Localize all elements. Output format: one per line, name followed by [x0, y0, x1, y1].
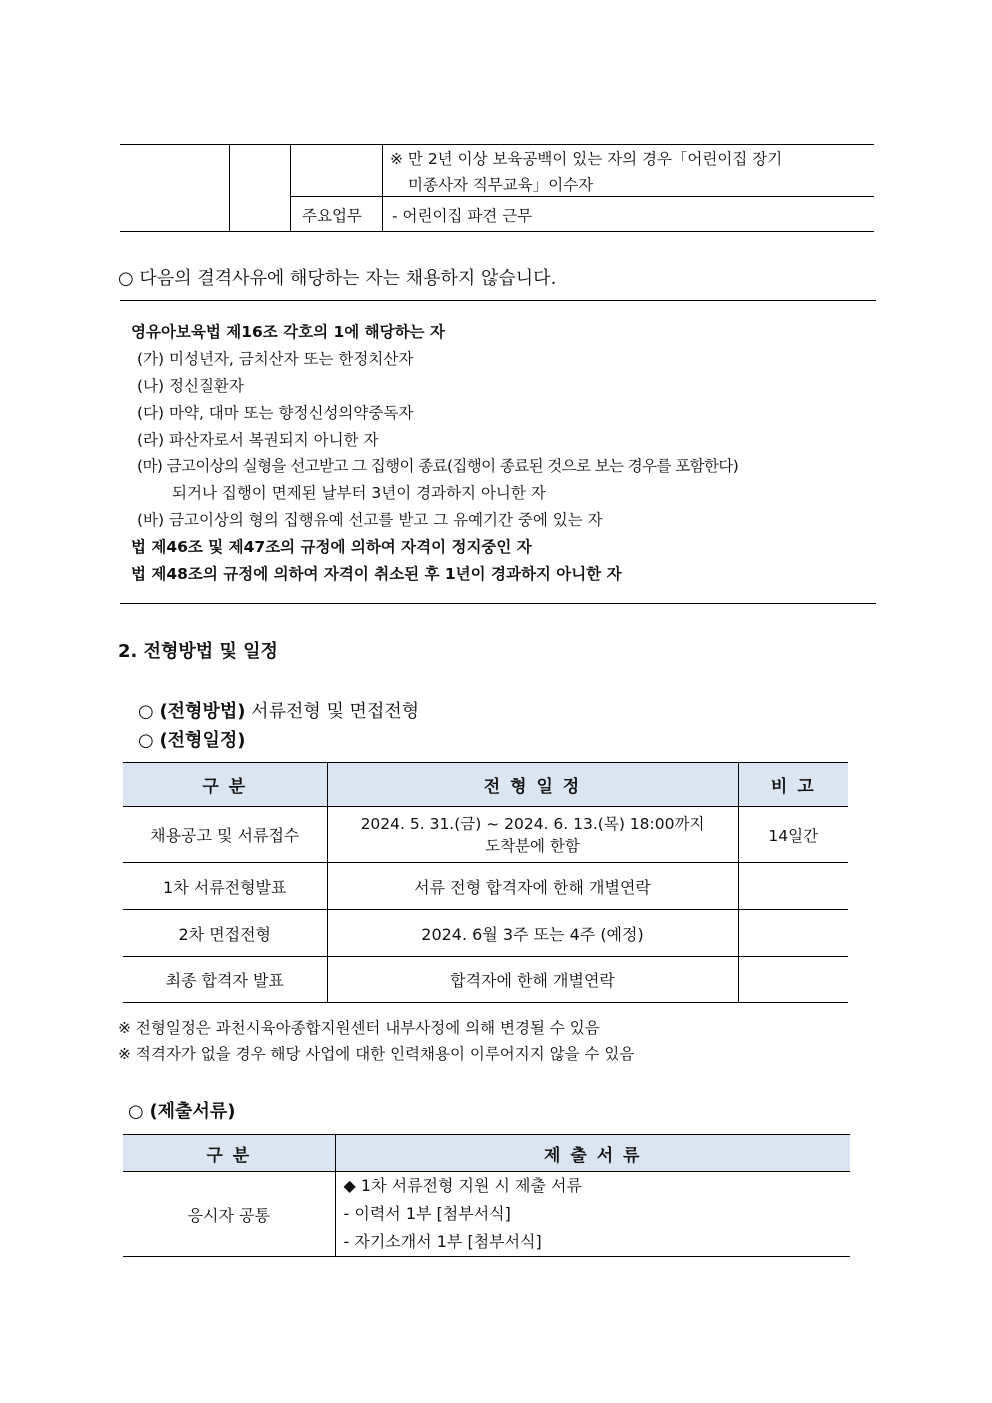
table-row [123, 910, 848, 957]
section-rule [120, 603, 876, 604]
section-title: 2. 전형방법 및 일정 [118, 641, 278, 662]
table-header-row [123, 763, 848, 807]
law-clause-2: 법 제48조의 규정에 의하여 자격이 취소된 후 1년이 경과하지 아니한 자 [131, 565, 622, 583]
cell-category: 1차 서류전형발표 [123, 863, 327, 910]
bullet: ○ [138, 730, 160, 751]
table-mid-rule [290, 196, 874, 197]
cell-schedule: 합격자에 한해 개별연락 [327, 957, 738, 1003]
list-item: (바) 금고이상의 형의 집행유예 선고를 받고 그 유예기간 중에 있는 자 [137, 511, 603, 529]
note-line-1: ※ 만 2년 이상 보육공백이 있는 자의 경우「어린이집 장기 [390, 150, 783, 168]
cell-category: 채용공고 및 서류접수 [123, 807, 327, 863]
header-category: 구 분 [123, 1135, 335, 1172]
cell-category: 응시자 공통 [123, 1172, 335, 1257]
document-line: ◆ 1차 서류전형 지원 시 제출 서류 [343, 1176, 582, 1195]
col-divider [229, 144, 230, 232]
header-category: 구 분 [123, 763, 327, 807]
bullet: ○ [128, 1101, 150, 1122]
method-value: 서류전형 및 면접전형 [245, 701, 420, 722]
method-line [138, 697, 419, 723]
cell-schedule [327, 807, 738, 863]
table-top-rule [120, 144, 874, 145]
cell-category: 2차 면접전형 [123, 910, 327, 957]
cell-note [738, 863, 848, 910]
table-row [123, 863, 848, 910]
schedule-line [138, 726, 245, 752]
header-schedule: 전 형 일 정 [327, 763, 738, 807]
list-item-continued: 되거나 집행이 면제된 날부터 3년이 경과하지 아니한 자 [172, 484, 546, 502]
schedule-line-2: 도착분에 한함 [485, 836, 580, 855]
list-item: (나) 정신질환자 [137, 377, 244, 395]
bullet: ○ [138, 701, 160, 722]
list-item: (가) 미성년자, 금치산자 또는 한정치산자 [137, 350, 414, 368]
table-row [123, 957, 848, 1003]
note-line: ※ 적격자가 없을 경우 해당 사업에 대한 인력채용이 이루어지지 않을 수 있음 [118, 1045, 635, 1063]
disqualification-heading: ○ 다음의 결격사유에 해당하는 자는 채용하지 않습니다. [118, 268, 557, 289]
table-row [123, 1172, 850, 1257]
note-line-2: 미종사자 직무교육」이수자 [408, 176, 594, 194]
col-divider [382, 144, 383, 232]
schedule-label: (전형일정) [159, 730, 246, 751]
cell-note [738, 910, 848, 957]
col-divider [290, 144, 291, 232]
documents-line [128, 1097, 235, 1123]
list-item: (다) 마약, 대마 또는 향정신성의약중독자 [137, 404, 414, 422]
documents-table [123, 1134, 850, 1257]
disqualification-title: 영유아보육법 제16조 각호의 1에 해당하는 자 [131, 323, 445, 341]
list-item: (라) 파산자로서 복권되지 아니한 자 [137, 431, 379, 449]
table-bottom-rule [120, 231, 874, 232]
document-line: - 자기소개서 1부 [첨부서식] [343, 1232, 542, 1251]
table-header-row [123, 1135, 850, 1172]
note-line: ※ 전형일정은 과천시육아종합지원센터 내부사정에 의해 변경될 수 있음 [118, 1019, 600, 1037]
duty-value: - 어린이집 파견 근무 [392, 207, 533, 225]
table-row [123, 807, 848, 863]
list-item: (마) 금고이상의 실형을 선고받고 그 집행이 종료(집행이 종료된 것으로 보는 경우를 포함한다) [137, 457, 739, 475]
cell-category: 최종 합격자 발표 [123, 957, 327, 1003]
cell-note: 14일간 [738, 807, 848, 863]
cell-documents [335, 1172, 850, 1257]
documents-label: (제출서류) [149, 1101, 236, 1122]
schedule-line-1: 2024. 5. 31.(금) ~ 2024. 6. 13.(목) 18:00까지 [360, 814, 705, 833]
method-label: (전형방법) [159, 701, 246, 722]
header-documents: 제 출 서 류 [335, 1135, 850, 1172]
cell-schedule: 2024. 6월 3주 또는 4주 (예정) [327, 910, 738, 957]
cell-schedule: 서류 전형 합격자에 한해 개별연락 [327, 863, 738, 910]
cell-note [738, 957, 848, 1003]
header-note: 비 고 [738, 763, 848, 807]
law-clause-1: 법 제46조 및 제47조의 규정에 의하여 자격이 정지중인 자 [131, 538, 532, 556]
section-rule [120, 300, 876, 301]
duty-label: 주요업무 [302, 207, 362, 225]
document-line: - 이력서 1부 [첨부서식] [343, 1204, 511, 1223]
schedule-table [123, 762, 848, 1003]
